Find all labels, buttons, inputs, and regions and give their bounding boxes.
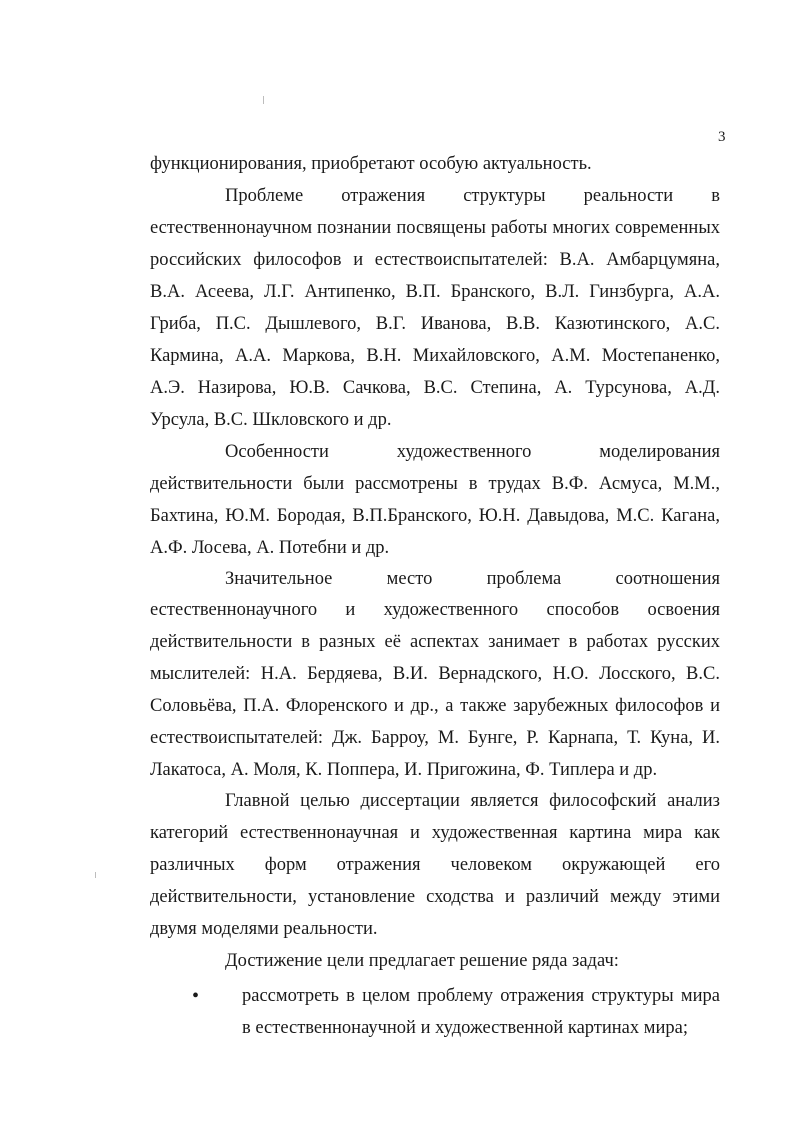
bullet-marker: • bbox=[192, 985, 200, 1007]
text-line: А.Э. Назирова, Ю.В. Сачкова, В.С. Степина, А. Турсунова, А.Д. bbox=[150, 378, 720, 398]
text-line: действительности, установление сходства и различий между этими bbox=[150, 887, 720, 907]
text-line: В.А. Асеева, Л.Г. Антипенко, В.П. Бранского, В.Л. Гинзбурга, А.А. bbox=[150, 282, 720, 302]
text-line: функционирования, приобретают особую актуальность. bbox=[150, 154, 592, 174]
text-line: Лакатоса, А. Моля, К. Поппера, И. Пригожина, Ф. Типлера и др. bbox=[150, 760, 658, 780]
text-line: Значительное место проблема соотношения bbox=[225, 569, 720, 589]
text-line: Кармина, А.А. Маркова, В.Н. Михайловского, А.М. Мостепаненко, bbox=[150, 346, 720, 366]
text-line: А.Ф. Лосева, А. Потебни и др. bbox=[150, 538, 390, 558]
text-line: естествоиспытателей: Дж. Барроу, М. Бунге, Р. Карнапа, Т. Куна, И. bbox=[150, 728, 720, 748]
text-line: мыслителей: Н.А. Бердяева, В.И. Вернадского, Н.О. Лосского, В.С. bbox=[150, 664, 720, 684]
text-line: Соловьёва, П.А. Флоренского и др., а также зарубежных философов и bbox=[150, 696, 720, 716]
text-line: Бахтина, Ю.М. Бородая, В.П.Бранского, Ю.Н. Давыдова, М.С. Кагана, bbox=[150, 506, 720, 526]
text-line: категорий естественнонаучная и художественная картина мира как bbox=[150, 823, 720, 843]
text-line: российских философов и естествоиспытателей: В.А. Амбарцумяна, bbox=[150, 250, 720, 270]
scan-speck bbox=[95, 872, 96, 878]
bullet-item-line: рассмотреть в целом проблему отражения структуры мира bbox=[242, 986, 720, 1006]
text-line: Достижение цели предлагает решение ряда задач: bbox=[225, 951, 619, 971]
text-line: Гриба, П.С. Дышлевого, В.Г. Иванова, В.В. Казютинского, А.С. bbox=[150, 314, 720, 334]
text-line: двумя моделями реальности. bbox=[150, 919, 378, 939]
text-line: действительности в разных её аспектах занимает в работах русских bbox=[150, 632, 720, 652]
text-line: естественнонаучном познании посвящены работы многих современных bbox=[150, 218, 720, 238]
text-line: различных форм отражения человеком окружающей его bbox=[150, 855, 720, 875]
text-line: действительности были рассмотрены в трудах В.Ф. Асмуса, М.М., bbox=[150, 474, 720, 494]
text-line: Урсула, В.С. Шкловского и др. bbox=[150, 410, 392, 430]
scan-speck bbox=[263, 96, 264, 104]
bullet-item-line: в естественнонаучной и художественной картинах мира; bbox=[242, 1018, 688, 1038]
text-line: Особенности художественного моделирования bbox=[225, 442, 720, 462]
text-line: Проблеме отражения структуры реальности в bbox=[225, 186, 720, 206]
text-line: естественнонаучного и художественного способов освоения bbox=[150, 600, 720, 620]
text-line: Главной целью диссертации является философский анализ bbox=[225, 791, 720, 811]
page-number: 3 bbox=[718, 129, 726, 145]
